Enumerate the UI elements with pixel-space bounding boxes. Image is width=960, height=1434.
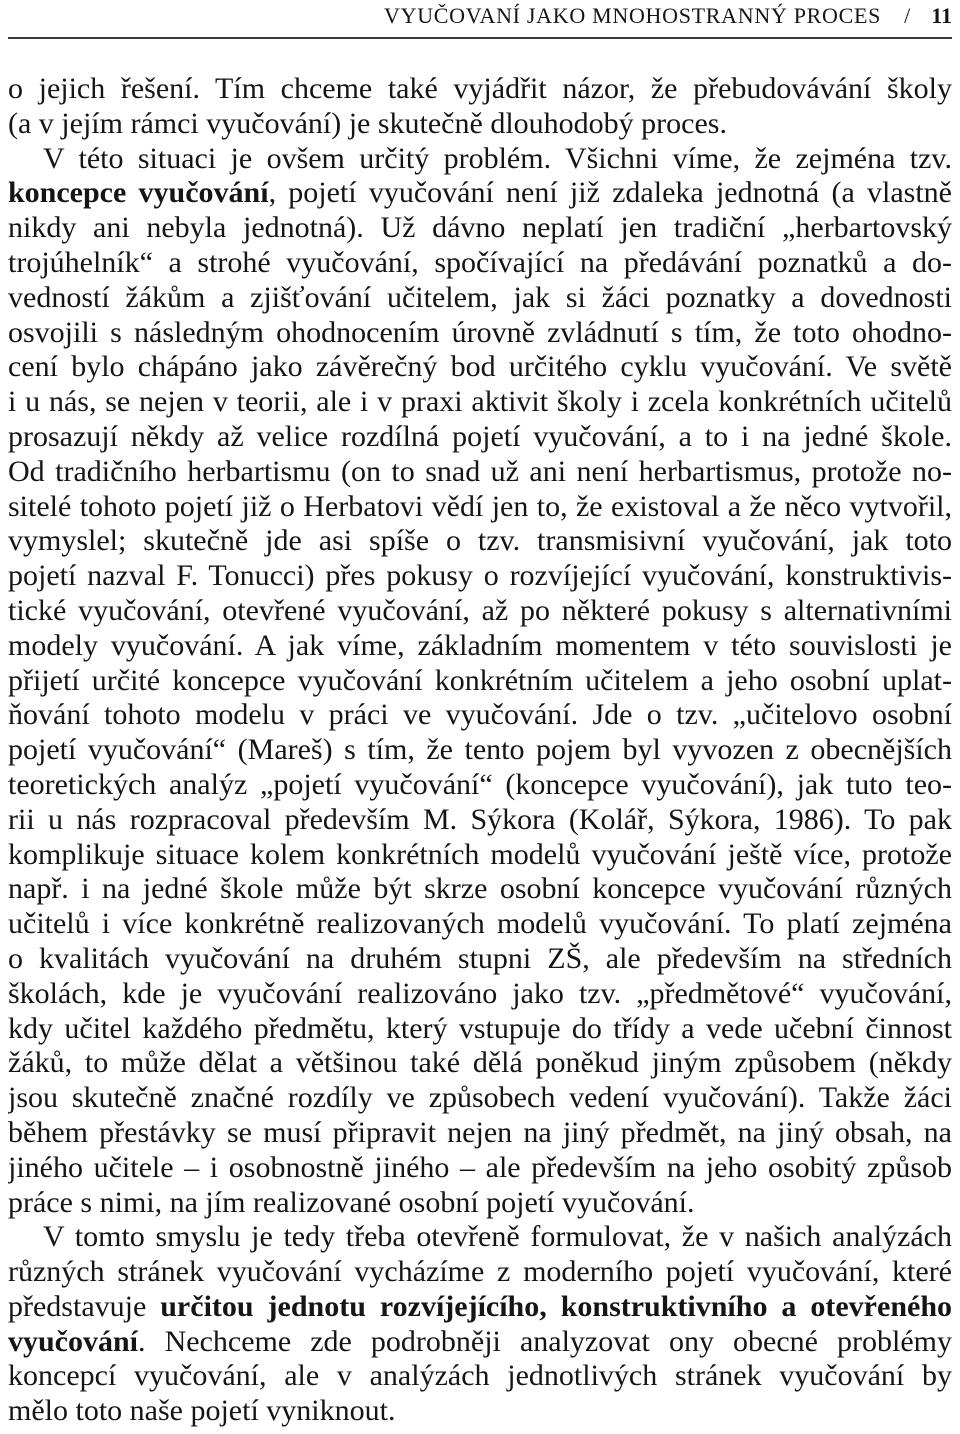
text-line: V této situaci je ovšem určitý problém. Všichni víme, že zejména tzv. <box>43 141 952 175</box>
text-line: modely vyučování. A jak víme, základním momentem v této souvislosti je <box>8 628 952 662</box>
text-line: o jejich řešení. Tím chceme také vyjádřit názor, že přebudovávání školy <box>8 72 952 105</box>
text-line: o kvalitách vyučování na druhém stupni ZŠ, ale především na středních <box>8 941 952 975</box>
text-line: komplikuje situace kolem konkrétních modelů vyučování ještě více, protože <box>8 837 952 871</box>
text-line: i u nás, se nejen v teorii, ale i v praxi aktivit školy i zcela konkrétních učitelů <box>8 385 952 419</box>
text-line <box>8 1290 952 1325</box>
text-line: jsou skutečně značné rozdíly ve způsobech vedení vyučování). Takže žáci <box>8 1081 952 1115</box>
text-line: žáků, to může dělat a většinou také dělá poněkud jiným způsobem (někdy <box>8 1046 952 1080</box>
header-rule <box>8 37 952 39</box>
text-line: různých stránek vyučování vycházíme z moderního pojetí vyučování, které <box>8 1255 952 1289</box>
text-line: pojetí nazval F. Tonucci) přes pokusy o rozvíjející vyučování, konstruktivis- <box>8 559 952 593</box>
text-line: osvojili s následným ohodnocením úrovně zvládnutí s tím, že toto ohodno- <box>8 315 952 349</box>
header-separator: / <box>904 3 911 28</box>
text-line: práce s nimi, na jím realizované osobní pojetí vyučování. <box>8 1185 695 1219</box>
bold-term: určitou jednotu rozvíjejícího, konstruktivního a otevřeného <box>160 1289 952 1323</box>
text-line: teoretických analýz „pojetí vyučování“ (koncepce vyučování), jak tuto teo- <box>8 767 952 801</box>
line-text: , pojetí vyučování není již zdaleka jednotná (a vlastně <box>268 176 952 210</box>
running-head <box>384 0 952 32</box>
text-line: školách, kde je vyučování realizováno jako tzv. „předmětové“ vyučování, <box>8 976 952 1010</box>
text-line: nikdy ani nebyla jednotná). Už dávno neplatí jen tradiční „herbartovský <box>8 211 952 245</box>
text-line: vymyslel; skutečně jde asi spíše o tzv. transmisivní vyučování, jak toto <box>8 524 952 558</box>
text-line: V tomto smyslu je tedy třeba otevřeně formulovat, že v našich analýzách <box>43 1220 952 1254</box>
line-text: . Nechceme zde podrobněji analyzovat ony obecné problémy <box>138 1324 952 1358</box>
text-line: cení bylo chápáno jako závěrečný bod určitého cyklu vyučování. Ve světě <box>8 350 952 384</box>
line-text: představuje <box>8 1289 161 1323</box>
text-line: (a v jejím rámci vyučování) je skutečně dlouhodobý proces. <box>8 106 727 140</box>
text-line: kdy učitel každého předmětu, který vstupuje do třídy a vede učební činnost <box>8 1011 952 1045</box>
text-line: prosazují někdy až velice rozdílná pojetí vyučování, a to i na jedné škole. <box>8 419 952 453</box>
text-line: trojúhelník“ a strohé vyučování, spočívající na předávání poznatků a do- <box>8 245 952 279</box>
running-title: VYUČOVANÍ JAKO MNOHOSTRANNÝ PROCES <box>384 3 882 28</box>
text-line: učitelů i více konkrétně realizovaných modelů vyučování. To platí zejména <box>8 907 952 941</box>
text-line: Od tradičního herbartismu (on to snad už ani není herbartismus, protože no- <box>8 454 952 488</box>
text-line <box>8 1325 952 1360</box>
text-line: např. i na jedné škole může být skrze osobní koncepce vyučování různých <box>8 872 952 906</box>
text-line: ňování tohoto modelu v práci ve vyučování. Jde o tzv. „učitelovo osobní <box>8 698 952 732</box>
text-line: rii u nás rozpracoval především M. Sýkora (Kolář, Sýkora, 1986). To pak <box>8 802 952 836</box>
body-text <box>8 72 952 1429</box>
text-line: jiného učitele – i osobnostně jiného – ale především na jeho osobitý způsob <box>8 1150 952 1184</box>
text-line: sitelé tohoto pojetí již o Herbatovi vědí jen to, že existoval a že něco vytvořil, <box>8 489 952 523</box>
text-line: přijetí určité koncepce vyučování konkrétním učitelem a jeho osobní uplat- <box>8 663 952 697</box>
text-line: vedností žákům a zjišťování učitelem, jak si žáci poznatky a dovednosti <box>8 280 952 314</box>
bold-term: vyučování <box>8 1324 139 1358</box>
text-line <box>8 176 952 211</box>
text-line: během přestávky se musí připravit nejen na jiný předmět, na jiný obsah, na <box>8 1115 952 1149</box>
text-line: mělo toto naše pojetí vyniknout. <box>8 1394 396 1428</box>
page-number: 11 <box>931 3 952 28</box>
text-line: tické vyučování, otevřené vyučování, až po některé pokusy s alternativními <box>8 593 952 627</box>
text-line: koncepcí vyučování, ale v analýzách jednotlivých stránek vyučování by <box>8 1359 952 1393</box>
bold-term: koncepce vyučování <box>8 176 269 210</box>
text-line: pojetí vyučování“ (Mareš) s tím, že tento pojem byl vyvozen z obecnějších <box>8 733 952 767</box>
